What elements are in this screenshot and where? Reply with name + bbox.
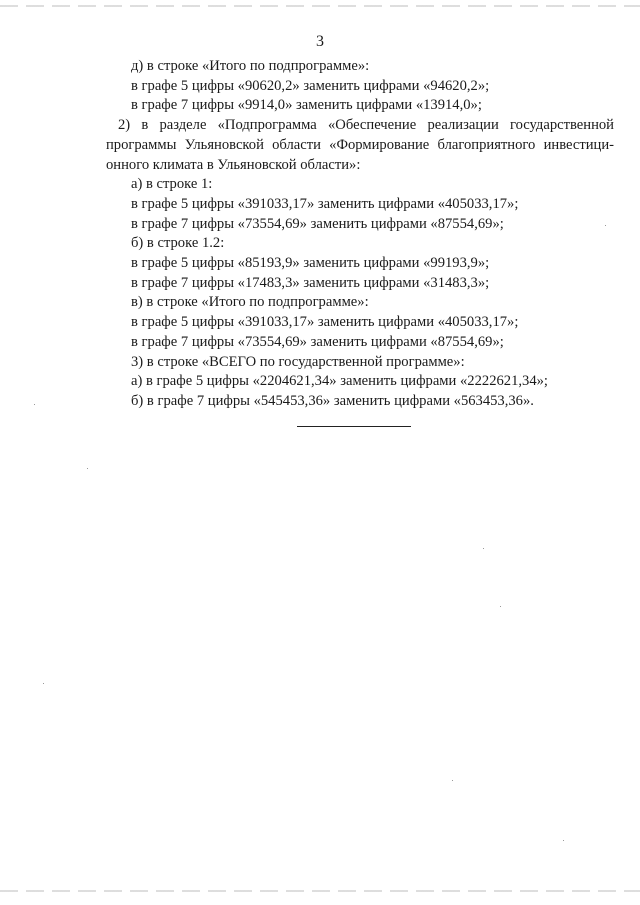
- scan-speck: [500, 606, 501, 607]
- text-line: в графе 7 цифры «73554,69» заменить цифрами «87554,69»;: [131, 333, 504, 350]
- text-line: программы Ульяновской области «Формирование благоприятного инвестици-: [106, 136, 614, 153]
- text-line: д) в строке «Итого по подпрограмме»:: [131, 58, 370, 74]
- scan-speck: [605, 225, 606, 226]
- text-line: в графе 7 цифры «73554,69» заменить цифрами «87554,69»;: [131, 215, 504, 232]
- scan-edge-top: [0, 5, 640, 7]
- text-line: в графе 5 цифры «90620,2» заменить цифрами «94620,2»;: [131, 77, 490, 94]
- scan-speck: [563, 840, 564, 841]
- text-line: а) в строке 1:: [131, 176, 213, 193]
- text-line: в) в строке «Итого по подпрограмме»:: [131, 294, 369, 311]
- scan-speck: [34, 404, 35, 405]
- text-line: в графе 7 цифры «17483,3» заменить цифрами «31483,3»;: [131, 274, 490, 291]
- document-body: [106, 57, 614, 412]
- text-line: а) в графе 5 цифры «2204621,34» заменить цифрами «2222621,34»;: [131, 373, 548, 390]
- end-rule: [297, 426, 411, 427]
- scan-speck: [43, 683, 44, 684]
- text-line: онного климата в Ульяновской области»:: [106, 156, 361, 173]
- text-line: б) в графе 7 цифры «545453,36» заменить цифрами «563453,36».: [131, 392, 534, 409]
- scan-edge-bottom: [0, 890, 640, 892]
- text-line: в графе 5 цифры «85193,9» заменить цифрами «99193,9»;: [131, 255, 490, 272]
- text-line: 3) в строке «ВСЕГО по государственной программе»:: [131, 353, 465, 370]
- text-line: б) в строке 1.2:: [131, 235, 225, 252]
- page-number: 3: [316, 33, 324, 50]
- scan-speck: [87, 468, 88, 469]
- scan-speck: [483, 548, 484, 549]
- text-line: 2) в разделе «Подпрограмма «Обеспечение реализации государственной: [118, 117, 614, 134]
- text-line: в графе 5 цифры «391033,17» заменить цифрами «405033,17»;: [131, 195, 519, 212]
- scan-speck: [452, 780, 453, 781]
- text-line: в графе 5 цифры «391033,17» заменить цифрами «405033,17»;: [131, 314, 519, 331]
- text-line: в графе 7 цифры «9914,0» заменить цифрами «13914,0»;: [131, 97, 482, 114]
